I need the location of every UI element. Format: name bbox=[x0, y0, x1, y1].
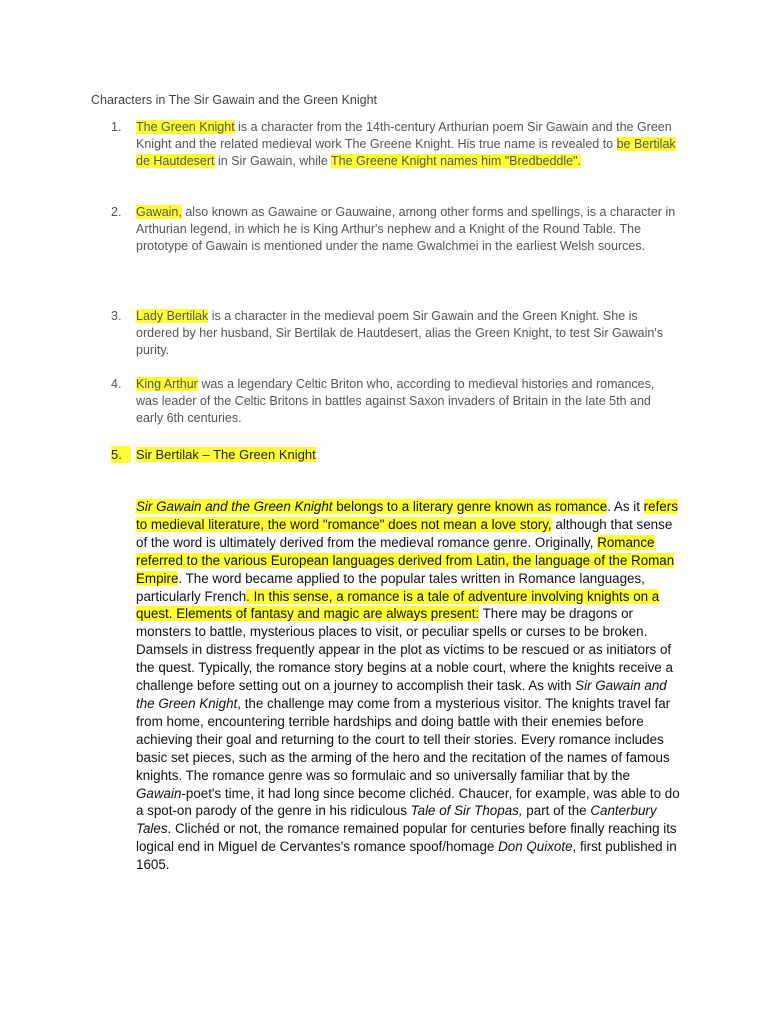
highlighted-text: Gawain, bbox=[136, 205, 182, 219]
list-number: 1. bbox=[111, 120, 122, 134]
italic-title: Sir Gawain and the Green Knight bbox=[136, 499, 333, 514]
romance-essay-paragraph bbox=[136, 498, 682, 874]
highlighted-text: Romance referred to the various European languages derived from Latin, the language of the Roman Empire bbox=[136, 534, 675, 586]
highlighted-text: Lady Bertilak bbox=[136, 309, 209, 323]
highlighted-text: . In this sense, a romance is a tale of adventure involving knights on a quest. Elements of fantasy and magic are always present: bbox=[136, 588, 660, 622]
list-item-gawain bbox=[111, 204, 680, 255]
body-text: was a legendary Celtic Briton who, according to medieval histories and romances, was leader of the Celtic Britons in battles against Saxon invaders of Britain in the late 5th and early 6th centuries. bbox=[136, 377, 655, 425]
list-item-king-arthur bbox=[111, 376, 680, 427]
italic-title: Sir Gawain and the Green Knight bbox=[136, 678, 667, 711]
list-item-green-knight bbox=[111, 119, 680, 170]
body-text: . As it bbox=[607, 499, 644, 514]
body-text: in Sir Gawain, while bbox=[214, 154, 332, 168]
body-text: There may be dragons or monsters to battle, mysterious places to visit, or peculiar spells or curses to be broken. Damsels in distress frequently appear in the plot as victims to be rescued or as initiators of the quest. Typically, the romance story begins at a noble court, where the knights receive a challenge before setting out on a journey to accomplish their task. As with bbox=[136, 606, 673, 694]
body-text: , the challenge may come from a mysterious visitor. The knights travel far from home, encountering terrible hardships and doing battle with their enemies before achieving their goal and returning to the court to tell their stories. Every romance includes basic set pieces, such as the arming of the hero and the recitation of the names of famous knights. The romance genre was so formulaic and so universally familiar that by the bbox=[136, 695, 671, 783]
body-text: part of the bbox=[522, 803, 591, 819]
highlighted-text: be Bertilak de Hautdesert bbox=[136, 137, 676, 168]
italic-title: Gawain bbox=[136, 785, 182, 801]
highlighted-text: The Green Knight bbox=[136, 120, 235, 134]
body-text: -poet's time, it had long since become clichéd. Chaucer, for example, was able to do a spot-on parody of the genre in his ridiculous bbox=[136, 785, 680, 819]
list-number: 4. bbox=[111, 377, 122, 391]
body-text: , first published in 1605. bbox=[136, 839, 677, 873]
list-number: 5. bbox=[111, 446, 131, 463]
highlighted-text: refers to medieval literature, the word "romance" does not mean a love story, bbox=[136, 499, 678, 532]
list-number: 3. bbox=[111, 309, 122, 323]
list-item-sir-bertilak bbox=[111, 446, 680, 463]
italic-title: Tale of Sir Thopas, bbox=[410, 803, 523, 819]
italic-title: Don Quixote bbox=[498, 839, 573, 855]
list-item-lady-bertilak bbox=[111, 308, 680, 359]
document-title: Characters in The Sir Gawain and the Green Knight bbox=[91, 93, 378, 107]
list-number: 2. bbox=[111, 205, 122, 219]
highlighted-text: King Arthur bbox=[136, 377, 198, 391]
body-text: also known as Gawaine or Gauwaine, among other forms and spellings, is a character in Arthurian legend, in which he is King Arthur's nephew and a Knight of the Round Table. The prototype of Gawain is mentioned under the name Gwalchmei in the earliest Welsh sources. bbox=[136, 205, 676, 253]
highlighted-text: Sir Bertilak – The Green Knight bbox=[136, 447, 316, 462]
body-text: although that sense of the word is ultimately derived from the medieval romance genre. Originally, bbox=[136, 516, 673, 550]
highlighted-text: The Greene Knight names him "Bredbeddle". bbox=[331, 154, 582, 168]
highlighted-text: belongs to a literary genre known as romance bbox=[332, 499, 608, 514]
body-text: is a character in the medieval poem Sir Gawain and the Green Knight. She is ordered by her husband, Sir Bertilak de Hautdesert, alias the Green Knight, to test Sir Gawain's purity. bbox=[136, 309, 663, 357]
body-text: . Clichéd or not, the romance remained popular for centuries before finally reaching its logical end in Miguel de Cervantes's romance spoof/homage bbox=[136, 821, 677, 855]
body-text: is a character from the 14th-century Arthurian poem Sir Gawain and the Green Knight and the related medieval work The Greene Knight. His true name is revealed to bbox=[136, 120, 672, 151]
italic-title: Canterbury Tales bbox=[136, 803, 657, 837]
body-text: . The word became applied to the popular tales written in Romance languages, particularly French bbox=[136, 570, 645, 604]
